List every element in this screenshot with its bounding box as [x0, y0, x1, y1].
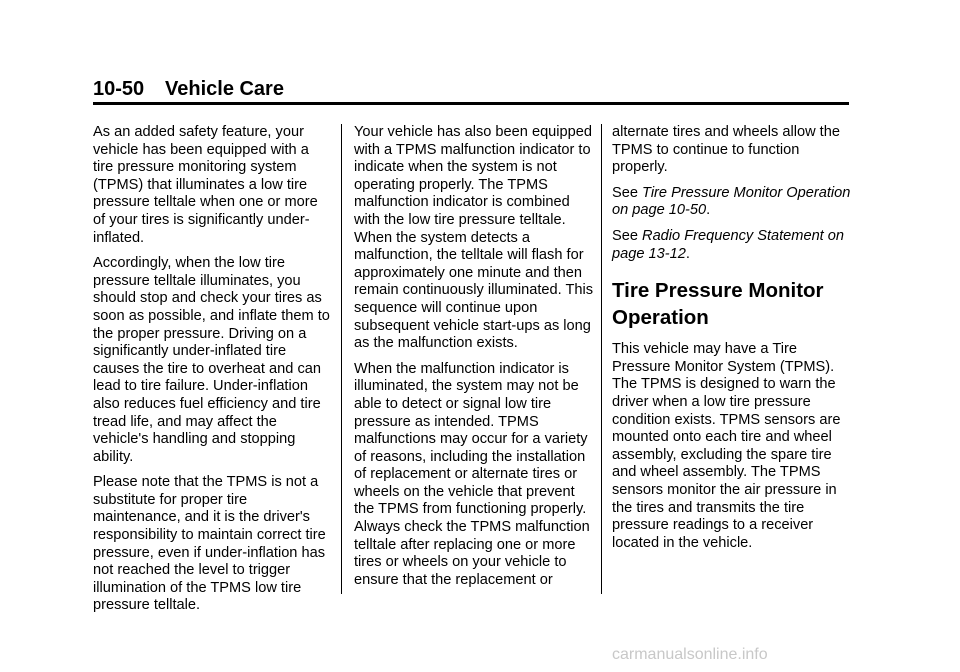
paragraph: As an added safety feature, your vehicle has been equipped with a tire pressure monitoring system (TPMS) that illuminates a low tire pressure telltale when one or more of your tires is significantly under-inflated. — [93, 124, 318, 246]
paragraph: This vehicle may have a Tire Pressure Monitor System (TPMS). The TPMS is designed to warn the driver when a low tire pressure condition exists. TPMS sensors are mounted onto each tire and wheel assembly, excluding the spare tire and wheel assembly. The TPMS sensors monitor the air pressure in the tires and transmits the tire pressure readings to a receiver located in the vehicle. — [612, 341, 841, 551]
column-divider — [341, 124, 342, 594]
column-3 — [612, 124, 852, 560]
punctuation: . — [706, 202, 711, 219]
column-1 — [93, 124, 333, 623]
column-2 — [354, 124, 594, 597]
section-heading: Tire Pressure Monitor Operation — [612, 279, 824, 330]
section-title: Vehicle Care — [165, 78, 284, 100]
see-label: See — [612, 184, 643, 201]
cross-reference-link[interactable]: Radio Frequency Statement on page 13-12 — [612, 227, 845, 262]
see-reference — [612, 228, 852, 263]
paragraph: alternate tires and wheels allow the TPMS to continue to function properly. — [612, 124, 840, 176]
paragraph: When the malfunction indicator is illuminated, the system may not be able to detect or signal low tire pressure as intended. TPMS malfunctions may occur for a variety of reasons, including the installation of replacement or alternate tires or wheels on the vehicle that prevent the TPMS from functioning properly. Always check the TPMS malfunction telltale after replacing one or more tires or wheels on your vehicle to ensure that the replacement or — [354, 360, 590, 588]
cross-reference-link[interactable]: Tire Pressure Monitor Operation on page 10-50 — [612, 184, 851, 219]
page-header — [93, 78, 284, 101]
see-label: See — [612, 227, 643, 244]
punctuation: . — [685, 245, 690, 262]
watermark: carmanualsonline.info — [612, 646, 768, 663]
header-rule — [93, 102, 849, 105]
column-divider — [601, 124, 602, 594]
page-number: 10-50 — [93, 78, 145, 100]
paragraph: Accordingly, when the low tire pressure telltale illuminates, you should stop and check your tires as soon as possible, and inflate them to the proper pressure. Driving on a significantly under-inflated tire causes the tire to overheat and can lead to tire failure. Under-inflation also reduces fuel efficiency and tire tread life, and may affect the vehicle's handling and stopping ability. — [93, 255, 330, 465]
paragraph: Your vehicle has also been equipped with a TPMS malfunction indicator to indicate when the system is not operating properly. The TPMS malfunction indicator is combined with the low tire pressure telltale. When the system detects a malfunction, the telltale will flash for approximately one minute and then remain continuously illuminated. This sequence will continue upon subsequent vehicle start-ups as long as the malfunction exists. — [354, 124, 594, 352]
paragraph: Please note that the TPMS is not a substitute for proper tire maintenance, and it is the driver's responsibility to maintain correct tire pressure, even if under-inflation has not reached the level to trigger illumination of the TPMS low tire pressure telltale. — [93, 474, 326, 614]
see-reference — [612, 185, 852, 220]
